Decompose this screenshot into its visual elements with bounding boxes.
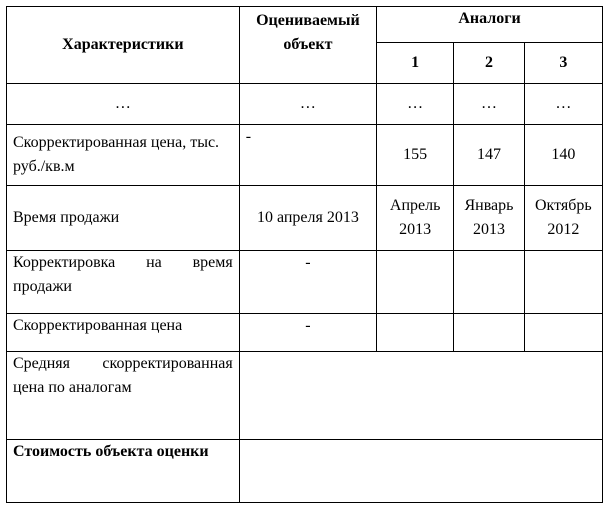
header-row	[7, 7, 603, 43]
average-value-cell	[239, 352, 602, 440]
average-adjusted-price-row	[7, 352, 603, 440]
subject-value-cell: -	[239, 251, 376, 314]
ellipsis-cell: …	[454, 84, 524, 125]
subject-value-result-cell	[239, 440, 602, 503]
ellipsis-cell: …	[239, 84, 376, 125]
analog-1-value: 155	[377, 125, 454, 186]
row-label: Стоимость объекта оценки	[7, 440, 240, 503]
analog-3-value: 140	[524, 125, 602, 186]
analog-1-value	[377, 251, 454, 314]
time-adjustment-row	[7, 251, 603, 314]
row-label: Корректировка на время продажи	[7, 251, 240, 314]
header-subject: Оцениваемый объект	[239, 7, 376, 84]
analog-2-value	[454, 251, 524, 314]
adjusted-price-per-sqm-row	[7, 125, 603, 186]
subject-value-row	[7, 440, 603, 503]
row-label: Средняя скорректированная цена по аналогам	[7, 352, 240, 440]
appraisal-table	[6, 6, 603, 503]
header-analog-3: 3	[524, 43, 602, 84]
analog-2-value: Январь 2013	[454, 186, 524, 251]
adjusted-price-row	[7, 314, 603, 352]
ellipsis-row	[7, 84, 603, 125]
subject-value-cell: -	[239, 314, 376, 352]
row-label: Время продажи	[7, 186, 240, 251]
analog-1-value	[377, 314, 454, 352]
row-label: Скорректированная цена, тыс. руб./кв.м	[7, 125, 240, 186]
subject-value-cell: 10 апреля 2013	[239, 186, 376, 251]
row-label: Скорректированная цена	[7, 314, 240, 352]
analog-1-value: Апрель 2013	[377, 186, 454, 251]
header-analog-2: 2	[454, 43, 524, 84]
header-analogs: Аналоги	[377, 7, 603, 43]
ellipsis-cell: …	[7, 84, 240, 125]
analog-2-value: 147	[454, 125, 524, 186]
analog-3-value	[524, 314, 602, 352]
subject-value-cell: -	[239, 125, 376, 186]
header-analog-1: 1	[377, 43, 454, 84]
sale-time-row	[7, 186, 603, 251]
analog-2-value	[454, 314, 524, 352]
ellipsis-cell: …	[377, 84, 454, 125]
header-characteristics: Характеристики	[7, 7, 240, 84]
ellipsis-cell: …	[524, 84, 602, 125]
analog-3-value: Октябрь 2012	[524, 186, 602, 251]
analog-3-value	[524, 251, 602, 314]
